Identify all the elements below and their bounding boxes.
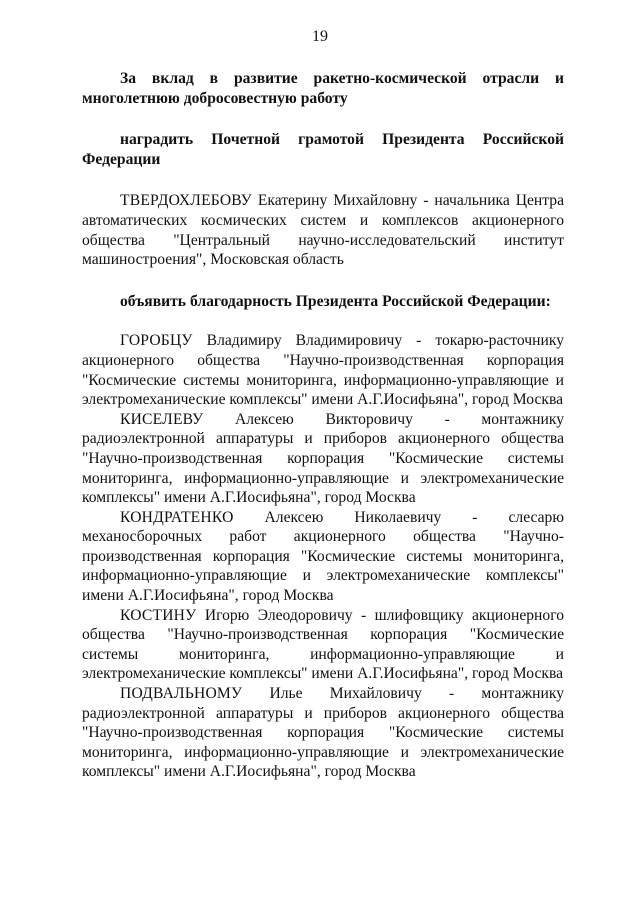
recipient-entry [82, 410, 564, 508]
recipient-details: Екатерину Михайловну - начальника Центра автоматических космических систем и комплексов акционерного общества "Центральный научно-исследовательский институт машиностроения", Московская область [82, 192, 564, 269]
page-number: 19 [312, 28, 328, 45]
spacer [82, 311, 564, 331]
section-heading-certificate: наградить Почетной грамотой Президента Российской Федерации [82, 131, 564, 168]
document-body [82, 69, 564, 782]
recipient-surname: ТВЕРДОХЛЕБОВУ [120, 192, 252, 210]
recipient-entry [82, 191, 564, 269]
recipient-entry [82, 331, 564, 409]
recipient-entry [82, 684, 564, 782]
recipient-details: Игорю Элеодоровичу - шлифовщику акционерного общества "Научно-производственная корпорация "Космические системы мониторинга, информационно-управляющие и электромеханические комплексы" имени А.Г.Иосифьяна", город Москва [82, 606, 564, 683]
recipient-details: Алексею Николаевичу - слесарю механосборочных работ акционерного общества "Научно-производственная корпорация "Космические системы мониторинга, информационно-управляющие и электромеханические комплексы" имени А.Г.Иосифьяна", город Москва [82, 508, 564, 605]
recipient-surname: КОНДРАТЕНКО [120, 508, 234, 526]
recipient-entry [82, 606, 564, 684]
spacer [82, 108, 564, 130]
recipient-surname: КОСТИНУ [120, 606, 197, 624]
recipient-surname: КИСЕЛЕВУ [120, 410, 204, 428]
spacer [82, 270, 564, 292]
recipient-details: Илье Михайловичу - монтажнику радиоэлектронной аппаратуры и приборов акционерного общества "Научно-производственная корпорация "Космические системы мониторинга, информационно-управляющие и электромеханические комплексы" имени А.Г.Иосифьяна", город Москва [82, 685, 564, 781]
recipient-details: Алексею Викторовичу - монтажнику радиоэлектронной аппаратуры и приборов акционерного общества "Научно-производственная корпорация "Космические системы мониторинга, информационно-управляющие и электромеханические комплексы" имени А.Г.Иосифьяна", город Москва [82, 410, 564, 507]
section-heading-gratitude: объявить благодарность Президента Российской Федерации: [120, 292, 551, 310]
recipient-entry [82, 508, 564, 606]
award-reason: За вклад в развитие ракетно-космической отрасли и многолетнюю добросовестную работу [82, 70, 564, 107]
recipient-surname: ГОРОБЦУ [120, 332, 193, 350]
spacer [82, 169, 564, 191]
recipient-surname: ПОДВАЛЬНОМУ [120, 685, 243, 703]
recipient-details: Владимиру Владимировичу - токарю-расточнику акционерного общества "Научно-производственная корпорация "Космические системы мониторинга, информационно-управляющие и электромеханические комплексы" имени А.Г.Иосифьяна", город Москва [82, 332, 564, 409]
